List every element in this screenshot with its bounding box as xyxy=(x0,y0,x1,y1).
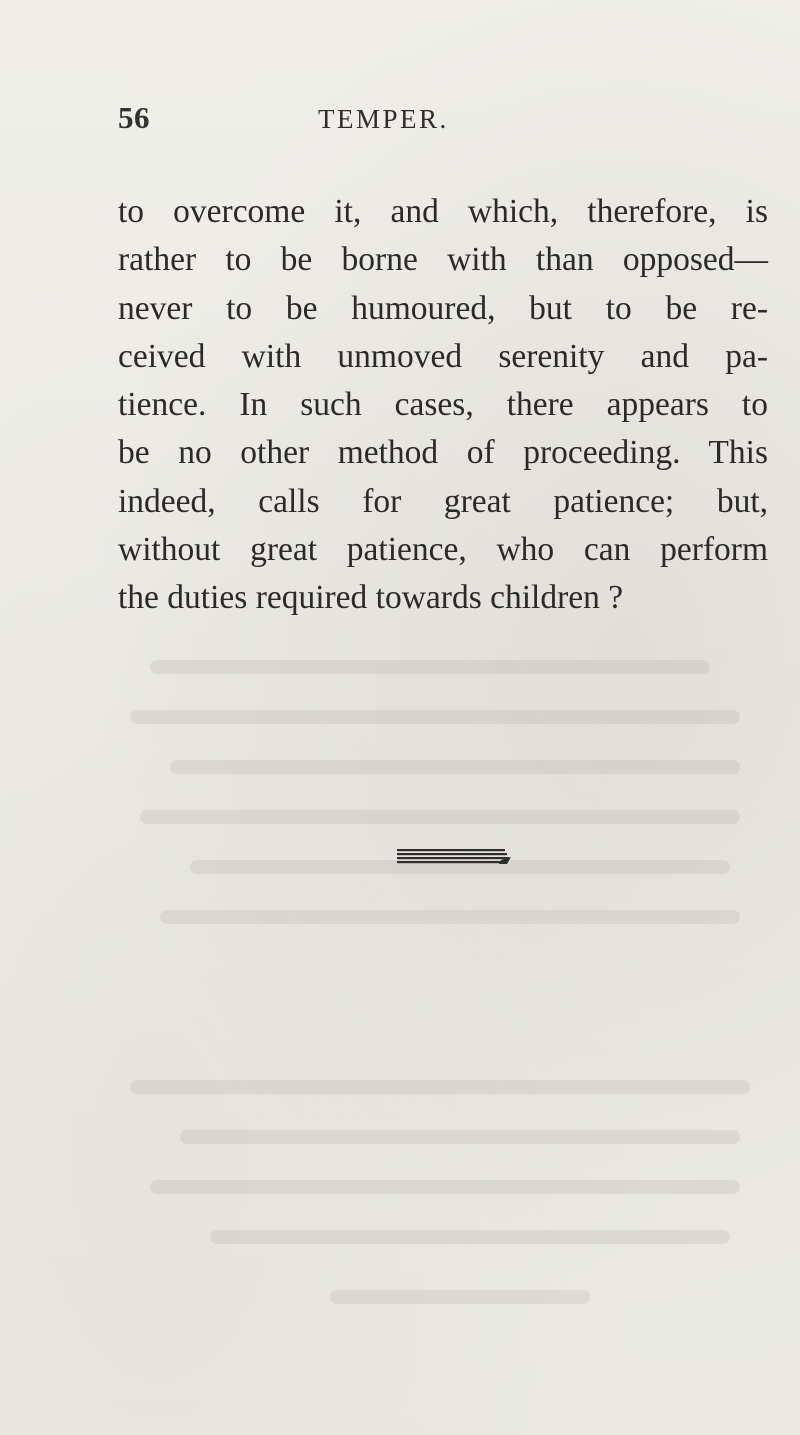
running-head: TEMPER. xyxy=(318,104,449,134)
tailpiece-ornament xyxy=(397,847,511,865)
text-line: tience. In such cases, there appears to xyxy=(118,386,768,424)
text-line: without great patience, who can perform xyxy=(118,531,768,569)
page-header xyxy=(118,100,758,160)
text-line: never to be humoured, but to be re- xyxy=(118,289,768,327)
text-line: to overcome it, and which, therefore, is xyxy=(118,193,768,230)
text-line: be no other method of proceeding. This xyxy=(118,434,768,472)
show-through-texture xyxy=(130,650,770,1350)
text-line: ceived with unmoved serenity and pa- xyxy=(118,337,768,375)
text-line: indeed, calls for great patience; but, xyxy=(118,482,768,520)
text-line: the duties required towards children ? xyxy=(118,579,624,617)
page-number: 56 xyxy=(118,100,150,135)
text-line: rather to be borne with than opposed— xyxy=(118,241,768,279)
body-paragraph xyxy=(118,188,768,623)
